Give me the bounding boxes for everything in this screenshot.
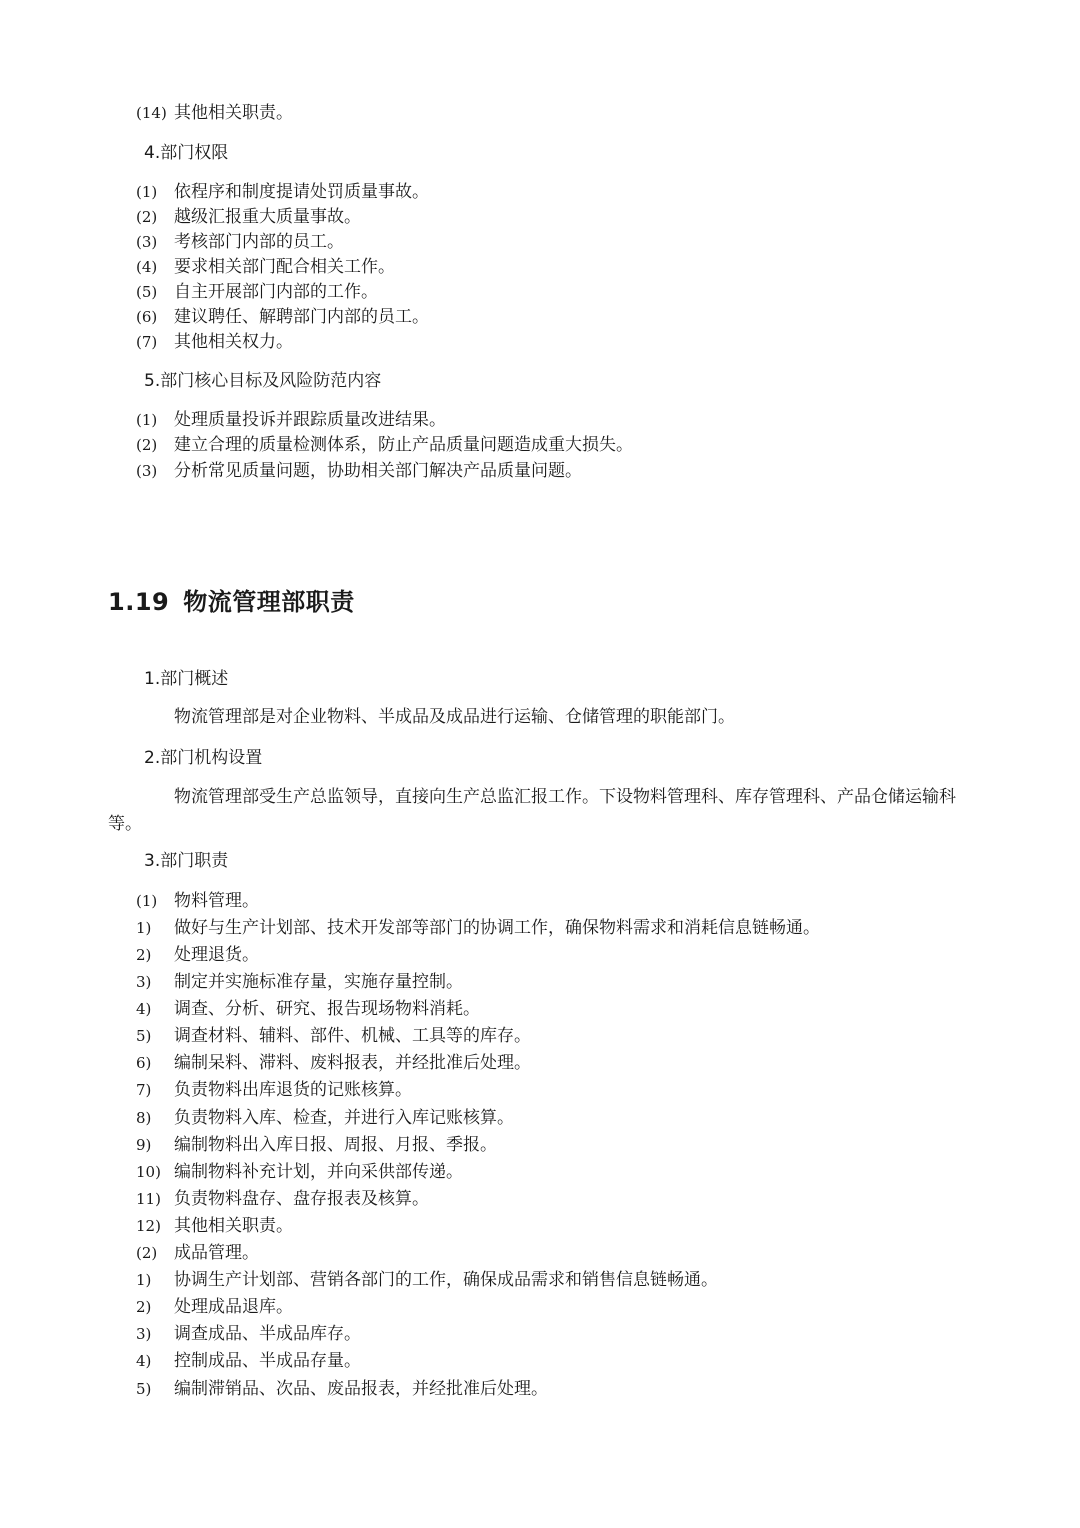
item-number: (1) [136, 411, 158, 429]
item-number: 3) [136, 973, 152, 991]
item-text: 负责物料出库退货的记账核算。 [174, 1080, 412, 1100]
item-number: (5) [136, 283, 158, 301]
item-text: 控制成品、半成品存量。 [174, 1351, 361, 1371]
item-number: (14) [136, 104, 167, 122]
section-title: 2.部门机构设置 [144, 748, 263, 768]
item-text: 越级汇报重大质量事故。 [174, 207, 361, 227]
item-number: (6) [136, 308, 158, 326]
item-number: 5) [136, 1380, 152, 1398]
item-text: 成品管理。 [174, 1243, 259, 1263]
item-text: 要求相关部门配合相关工作。 [174, 257, 395, 277]
item-number: 4) [136, 1000, 152, 1018]
item-number: 9) [136, 1136, 152, 1154]
item-number: (2) [136, 436, 158, 454]
item-text: 其他相关职责。 [174, 103, 293, 123]
item-number: 8) [136, 1109, 152, 1127]
item-text: 编制滞销品、次品、废品报表，并经批准后处理。 [174, 1379, 548, 1399]
item-number: (2) [136, 1244, 158, 1262]
item-number: 6) [136, 1054, 152, 1072]
item-number: 2) [136, 1298, 152, 1316]
item-number: (7) [136, 333, 158, 351]
section-title: 4.部门权限 [144, 143, 229, 163]
item-text: 调查材料、辅料、部件、机械、工具等的库存。 [174, 1026, 531, 1046]
item-number: (3) [136, 462, 158, 480]
item-text: 考核部门内部的员工。 [174, 232, 344, 252]
item-text: 建立合理的质量检测体系，防止产品质量问题造成重大损失。 [174, 435, 633, 455]
item-text: 编制呆料、滞料、废料报表，并经批准后处理。 [174, 1053, 531, 1073]
item-text: 分析常见质量问题，协助相关部门解决产品质量问题。 [174, 461, 582, 481]
item-number: 11) [136, 1190, 161, 1208]
item-text: 负责物料入库、检查，并进行入库记账核算。 [174, 1108, 514, 1128]
item-number: 4) [136, 1352, 152, 1370]
item-number: 1) [136, 1271, 152, 1289]
item-number: 1) [136, 919, 152, 937]
item-text: 自主开展部门内部的工作。 [174, 282, 378, 302]
item-number: (1) [136, 183, 158, 201]
item-text: 处理质量投诉并跟踪质量改进结果。 [174, 410, 446, 430]
section-heading [108, 582, 355, 617]
item-text: 处理退货。 [174, 945, 259, 965]
item-text: 依程序和制度提请处罚质量事故。 [174, 182, 429, 202]
item-number: (2) [136, 208, 158, 226]
item-number: 2) [136, 946, 152, 964]
item-text: 协调生产计划部、营销各部门的工作，确保成品需求和销售信息链畅通。 [174, 1270, 718, 1290]
item-number: 10) [136, 1163, 161, 1181]
item-text: 其他相关职责。 [174, 1216, 293, 1236]
item-text: 处理成品退库。 [174, 1297, 293, 1317]
heading-number: 1.19 [108, 588, 170, 616]
item-number: 12) [136, 1217, 161, 1235]
item-number: (1) [136, 892, 158, 910]
item-number: (4) [136, 258, 158, 276]
item-text: 制定并实施标准存量，实施存量控制。 [174, 972, 463, 992]
paragraph: 物流管理部是对企业物料、半成品及成品进行运输、仓储管理的职能部门。 [174, 707, 735, 727]
paragraph: 物流管理部受生产总监领导，直接向生产总监汇报工作。下设物料管理科、库存管理科、产品仓储运输科等。 [108, 787, 956, 834]
item-text: 做好与生产计划部、技术开发部等部门的协调工作，确保物料需求和消耗信息链畅通。 [174, 918, 820, 938]
item-number: 5) [136, 1027, 152, 1045]
item-number: (3) [136, 233, 158, 251]
section-title: 5.部门核心目标及风险防范内容 [144, 371, 382, 391]
item-text: 调查成品、半成品库存。 [174, 1324, 361, 1344]
item-number: 3) [136, 1325, 152, 1343]
item-number: 7) [136, 1081, 152, 1099]
item-text: 调查、分析、研究、报告现场物料消耗。 [174, 999, 480, 1019]
item-text: 物料管理。 [174, 891, 259, 911]
heading-title: 物流管理部职责 [183, 588, 355, 616]
item-text: 建议聘任、解聘部门内部的员工。 [174, 307, 429, 327]
item-text: 编制物料补充计划，并向采供部传递。 [174, 1162, 463, 1182]
item-text: 编制物料出入库日报、周报、月报、季报。 [174, 1135, 497, 1155]
section-title: 3.部门职责 [144, 851, 229, 871]
section-title: 1.部门概述 [144, 669, 229, 689]
item-text: 其他相关权力。 [174, 332, 293, 352]
item-text: 负责物料盘存、盘存报表及核算。 [174, 1189, 429, 1209]
